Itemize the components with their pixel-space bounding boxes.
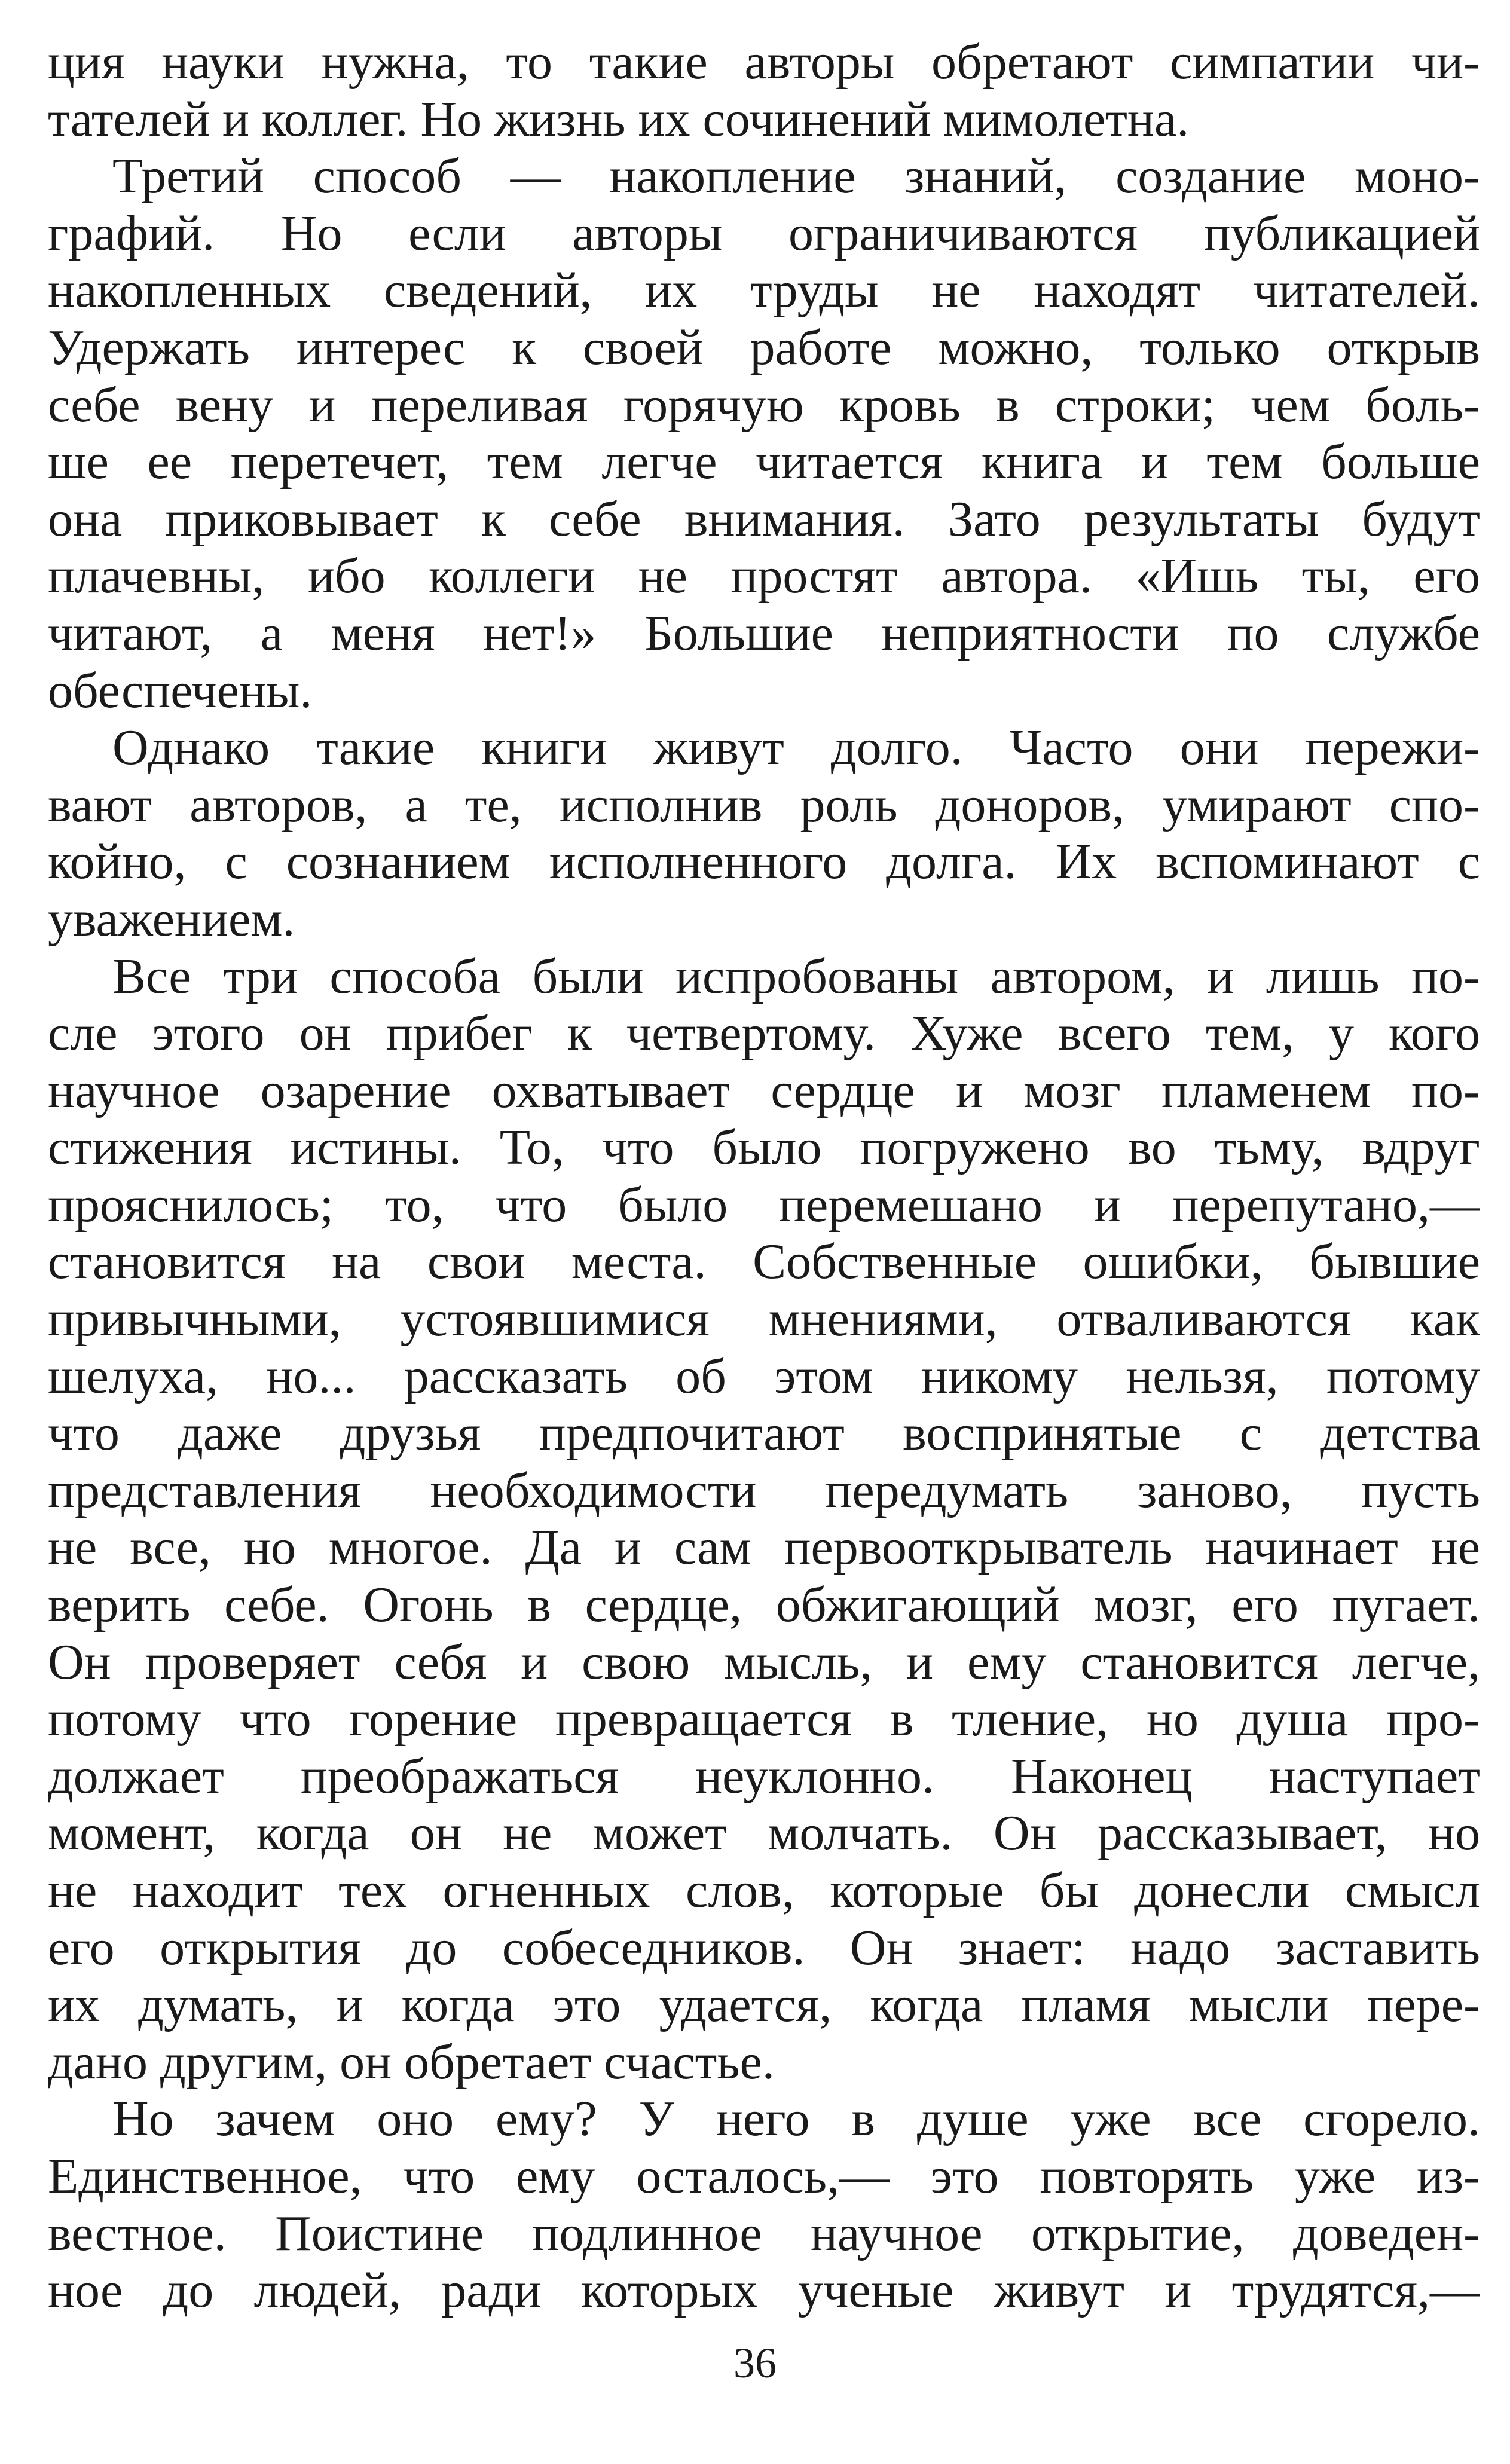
text-line: становится на свои места. Собственные ошибки, бывшие [48, 1234, 1480, 1290]
text-line: научное озарение охватывает сердце и мозг пламенем по- [48, 1062, 1480, 1118]
text-line: его открытия до собеседников. Он знает: надо заставить [48, 1919, 1480, 1976]
text-line: она приковывает к себе внимания. Зато результаты будут [48, 491, 1480, 547]
text-line: вают авторов, а те, исполнив роль доноров, умирают спо- [48, 777, 1480, 833]
text-line: не все, но многое. Да и сам первооткрыватель начинает не [48, 1520, 1480, 1576]
text-line: представления необходимости передумать заново, пусть [48, 1462, 1480, 1518]
text-line: плачевны, ибо коллеги не простят автора. «Ишь ты, его [48, 548, 1480, 604]
text-line: Он проверяет себя и свою мысль, и ему становится легче, [48, 1634, 1480, 1690]
paragraph [48, 719, 1480, 947]
text-line: себе вену и переливая горячую кровь в строки; чем боль- [48, 377, 1480, 433]
text-line: должает преображаться неуклонно. Наконец наступает [48, 1748, 1480, 1804]
text-line: уважением. [48, 891, 295, 947]
text-line: графий. Но если авторы ограничиваются публикацией [48, 205, 1480, 261]
text-line: ное до людей, ради которых ученые живут и трудятся,— [48, 2263, 1480, 2319]
text-line: вестное. Поистине подлинное научное открытие, доведен- [48, 2205, 1480, 2261]
text-line: их думать, и когда это удается, когда пламя мысли пере- [48, 1977, 1480, 2033]
text-line: сле этого он прибег к четвертому. Хуже всего тем, у кого [48, 1005, 1480, 1062]
text-line: момент, когда он не может молчать. Он рассказывает, но [48, 1805, 1480, 1861]
text-line: что даже друзья предпочитают воспринятые с детства [48, 1405, 1480, 1462]
text-line: шелуха, но... рассказать об этом никому нельзя, потому [48, 1348, 1480, 1404]
text-line: потому что горение превращается в тление, но душа про- [48, 1691, 1480, 1747]
paragraph [48, 2090, 1480, 2319]
text-line: не находит тех огненных слов, которые бы донесли смысл [48, 1863, 1480, 1918]
paragraph [48, 33, 1480, 148]
text-line: прояснилось; то, что было перемешано и перепутано,— [48, 1176, 1480, 1233]
text-line: Единственное, что ему осталось,— это повторять уже из- [48, 2148, 1480, 2204]
paragraph [48, 148, 1480, 719]
text-line: койно, с сознанием исполненного долга. Их вспоминают с [48, 834, 1480, 890]
text-line: Удержать интерес к своей работе можно, только открыв [48, 319, 1480, 375]
text-line: стижения истины. То, что было погружено во тьму, вдруг [48, 1120, 1480, 1176]
text-line: Все три способа были испробованы автором, и лишь по- [112, 948, 1480, 1004]
text-line: тателей и коллег. Но жизнь их сочинений мимолетна. [48, 91, 1190, 147]
text-line: обеспечены. [48, 662, 313, 719]
text-line: верить себе. Огонь в сердце, обжигающий мозг, его пугает. [48, 1577, 1480, 1633]
text-line: Третий способ — накопление знаний, создание моно- [112, 148, 1480, 204]
text-line: читают, а меня нет!» Большие неприятности по службе [48, 605, 1480, 661]
text-line: дано другим, он обретает счастье. [48, 2034, 775, 2090]
text-line: ше ее перетечет, тем легче читается книга и тем больше [48, 434, 1480, 490]
page-number: 36 [733, 2339, 777, 2387]
text-line: ция науки нужна, то такие авторы обретают симпатии чи- [48, 34, 1480, 90]
text-line: Однако такие книги живут долго. Часто они пережи- [112, 720, 1480, 776]
text-line: привычными, устоявшимися мнениями, отваливаются как [48, 1291, 1480, 1347]
text-line: накопленных сведений, их труды не находят читателей. [48, 262, 1480, 319]
paragraph [48, 948, 1480, 2091]
page-body [48, 33, 1480, 2425]
text-line: Но зачем оно ему? У него в душе уже все сгорело. [112, 2091, 1480, 2147]
